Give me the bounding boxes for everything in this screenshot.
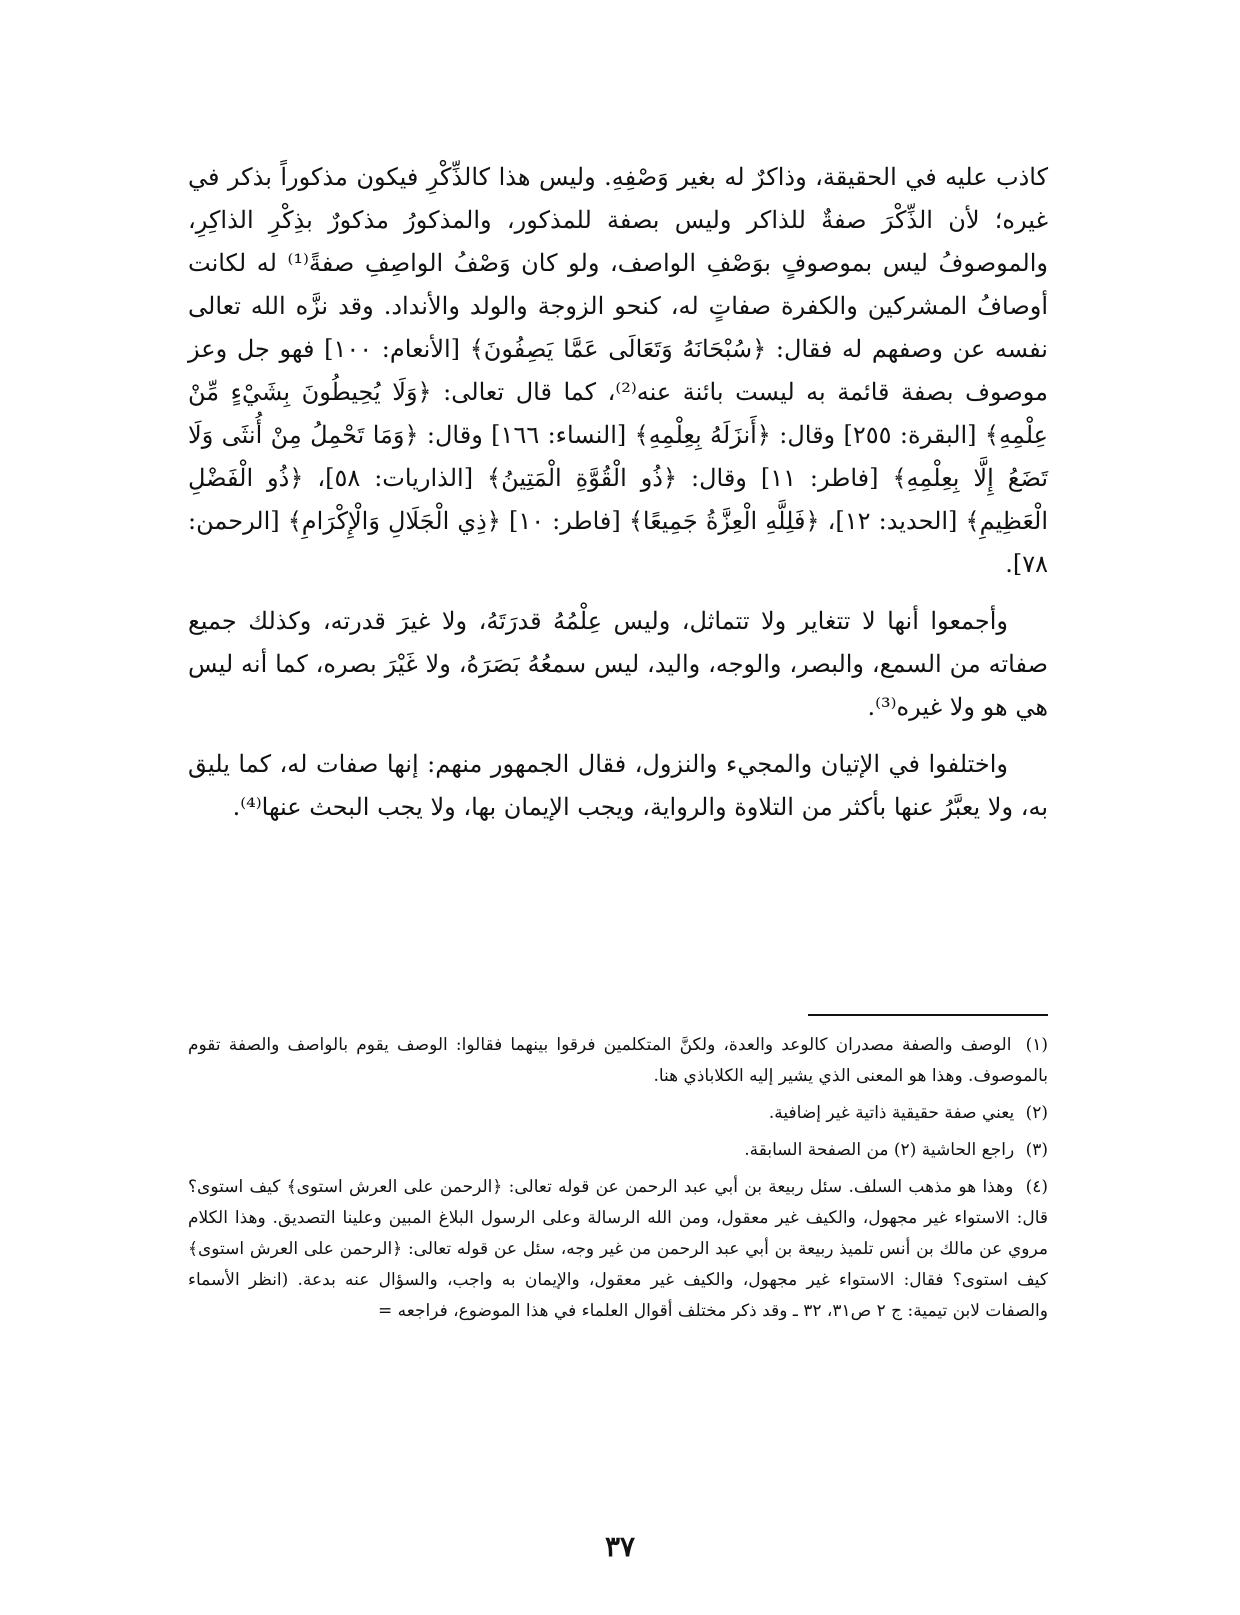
footnote-separator	[808, 1014, 1048, 1016]
body-paragraph-2: وأجمعوا أنها لا تتغاير ولا تتماثل، وليس عِلْمُهُ قدرَتَهُ، ولا غيرَ قدرته، وكذلك جميع صفاته من السمع، والبصر، والوجه، واليد، ليس سمعُهُ بَصَرَهُ، ولا غَيْرَ بصره، كما أنه ليس هي هو ولا غيره⁽³⁾.	[188, 607, 1048, 721]
body-paragraph-3: واختلفوا في الإتيان والمجيء والنزول، فقال الجمهور منهم: إنها صفات له، كما يليق به، ولا يعبَّرُ عنها بأكثر من التلاوة والرواية، ويجب الإيمان بها، ولا يجب البحث عنها⁽⁴⁾.	[188, 750, 1048, 821]
footnote-number: (٣)	[1025, 1140, 1048, 1160]
footnote-number: (٤)	[1025, 1177, 1048, 1197]
footnote-4	[188, 1172, 1048, 1327]
footnote-text: راجع الحاشية (٢) من الصفحة السابقة.	[744, 1140, 1015, 1160]
body-paragraph-1: كاذب عليه في الحقيقة، وذاكرٌ له بغير وَصْفِهِ. وليس هذا كالذِّكْرِ فيكون مذكوراً بذكر في غيره؛ لأن الذِّكْرَ صفةٌ للذاكر وليس بصفة للمذكور، والمذكورُ مذكورٌ بذِكْرِ الذاكِرِ، والموصوفُ ليس بموصوفٍ بوَصْفِ الواصف، ولو كان وَصْفُ الواصِفِ صفةً⁽¹⁾ له لكانت أوصافُ المشركين والكفرة صفاتٍ له، كنحو الزوجة والولد والأنداد. وقد نزَّه الله تعالى نفسه عن وصفهم له فقال: ﴿سُبْحَانَهُ وَتَعَالَى عَمَّا يَصِفُونَ﴾ [الأنعام: ١٠٠] فهو جل وعز موصوف بصفة قائمة به ليست بائنة عنه⁽²⁾، كما قال تعالى: ﴿وَلَا يُحِيطُونَ بِشَيْءٍ مِّنْ عِلْمِهِ﴾ [البقرة: ٢٥٥] وقال: ﴿أَنزَلَهُ بِعِلْمِهِ﴾ [النساء: ١٦٦] وقال: ﴿وَمَا تَحْمِلُ مِنْ أُنثَى وَلَا تَضَعُ إِلَّا بِعِلْمِهِ﴾ [فاطر: ١١] وقال: ﴿ذُو الْقُوَّةِ الْمَتِينُ﴾ [الذاريات: ٥٨]، ﴿ذُو الْفَضْلِ الْعَظِيمِ﴾ [الحديد: ١٢]، ﴿فَلِلَّهِ الْعِزَّةُ جَمِيعًا﴾ [فاطر: ١٠] ﴿ذِي الْجَلَالِ وَالْإِكْرَامِ﴾ [الرحمن: ٧٨].	[188, 163, 1049, 578]
footnote-number: (١)	[1025, 1035, 1048, 1055]
footnote-2	[188, 1098, 1048, 1129]
main-body-text	[188, 156, 1048, 843]
footnote-1	[188, 1030, 1048, 1092]
page-number: ٣٧	[604, 1530, 636, 1563]
footnote-text: الوصف والصفة مصدران كالوعد والعدة، ولكنَّ المتكلمين فرقوا بينهما فقالوا: الوصف يقوم بالواصف والصفة تقوم بالموصوف. وهذا هو المعنى الذي يشير إليه الكلاباذي هنا.	[188, 1035, 1048, 1086]
footnotes-section	[188, 1030, 1048, 1333]
footnote-text: يعني صفة حقيقية ذاتية غير إضافية.	[768, 1103, 1015, 1123]
footnote-text: وهذا هو مذهب السلف. سئل ربيعة بن أبي عبد الرحمن عن قوله تعالى: ﴿الرحمن على العرش استوى﴾ كيف استوى؟ قال: الاستواء غير مجهول، والكيف غير معقول، ومن الله الرسالة وعلى الرسول البلاغ المبين وعلينا التصديق. وهذا الكلام مروي عن مالك بن أنس تلميذ ربيعة بن أبي عبد الرحمن من غير وجه، سئل عن قوله تعالى: ﴿الرحمن على العرش استوى﴾ كيف استوى؟ فقال: الاستواء غير مجهول، والكيف غير معقول، والإيمان به واجب، والسؤال عنه بدعة. (انظر الأسماء والصفات لابن تيمية: ج ٢ ص٣١، ٣٢ ـ وقد ذكر مختلف أقوال العلماء في هذا الموضوع، فراجعه =	[188, 1177, 1048, 1321]
footnote-3	[188, 1135, 1048, 1166]
footnote-number: (٢)	[1025, 1103, 1048, 1123]
